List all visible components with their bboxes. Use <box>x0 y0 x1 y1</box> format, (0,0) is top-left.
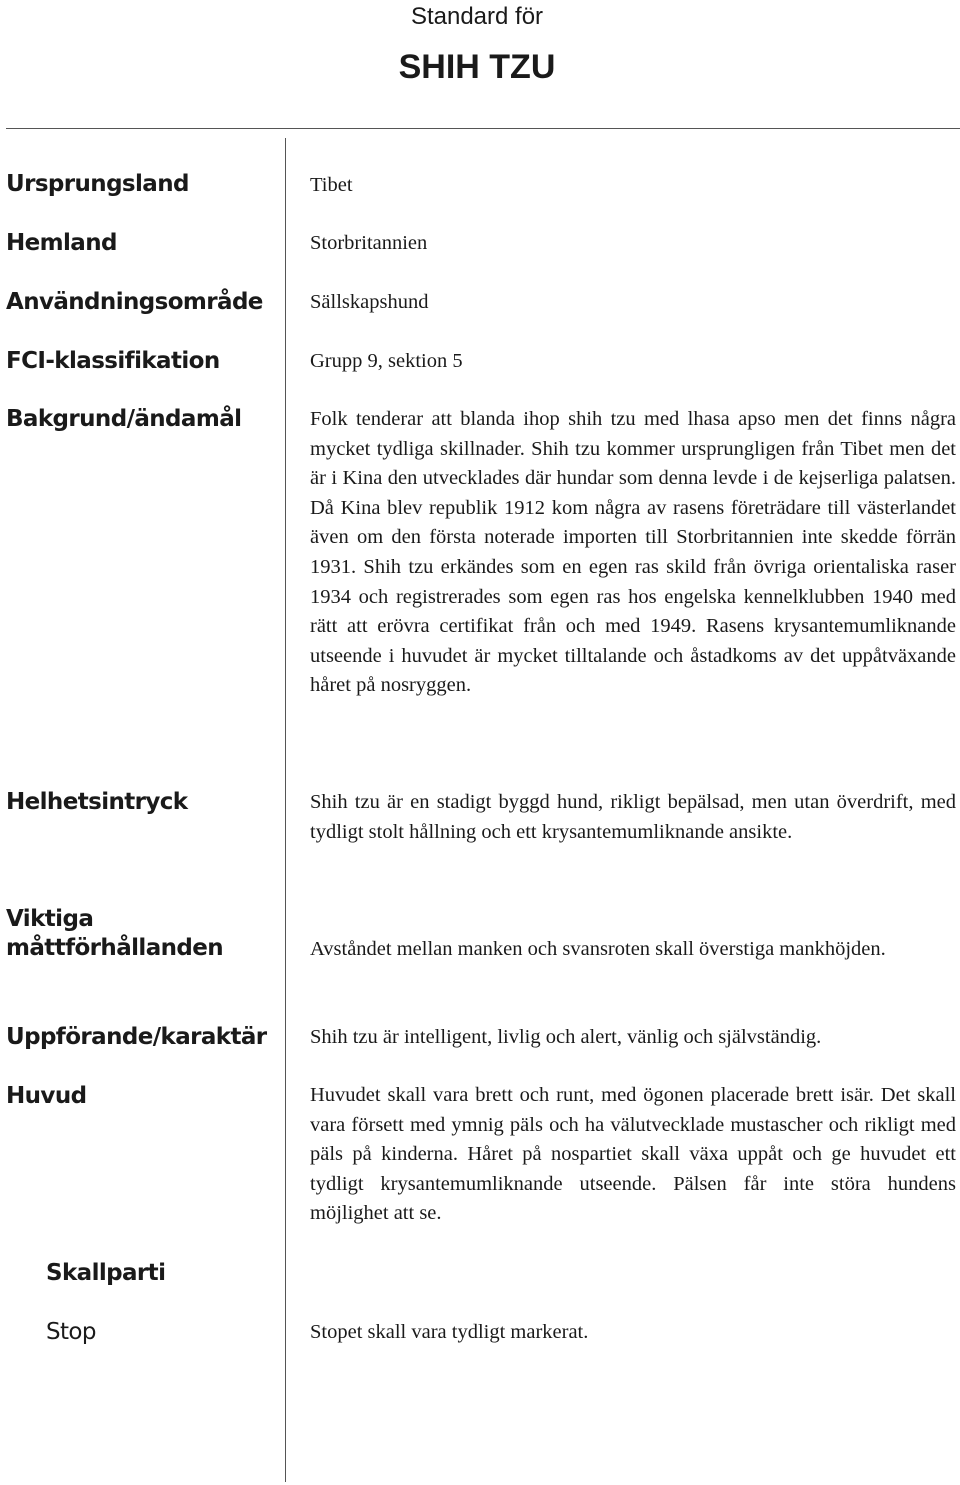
label-uppforande: Uppförande/karaktär <box>6 1024 267 1050</box>
label-bakgrund: Bakgrund/ändamål <box>6 406 242 432</box>
value-uppforande: Shih tzu är intelligent, livlig och alert, vänlig och självständig. <box>310 1026 822 1048</box>
label-stop: Stop <box>46 1319 96 1345</box>
label-helhetsintryck: Helhetsintryck <box>6 789 188 815</box>
value-bakgrund: Folk tenderar att blanda ihop shih tzu med lhasa apso men det finns några mycket tydliga skillnader. Shih tzu kommer ursprungligen från Tibet men det är i Kina den utvecklades där hundar som denna levde i de kejserliga palatsen. Då Kina blev republik 1912 kom några av rasens företrädare till västerlandet även om den första noterade importen till Storbritannien inte skedde förrän 1931. Shih tzu erkändes som en egen ras skild från övriga orientaliska raser 1934 och registrerades som egen ras hos engelska kennelklubben 1940 med rätt att erövra certifikat från och med 1949. Rasens krysantemumliknande utseende i huvudet är mycket tilltalande och åstadkoms av det uppåtväxande håret på nosryggen. <box>310 408 956 697</box>
label-fci-klassifikation: FCI-klassifikation <box>6 348 220 374</box>
value-hemland: Storbritannien <box>310 232 428 254</box>
label-skallparti: Skallparti <box>46 1260 166 1286</box>
label-hemland: Hemland <box>6 230 117 256</box>
label-viktiga-line1: Viktiga <box>6 906 94 932</box>
page-subtitle: Standard för <box>410 3 544 30</box>
value-stop: Stopet skall vara tydligt markerat. <box>310 1321 589 1343</box>
value-ursprungsland: Tibet <box>310 174 353 196</box>
label-anvandningsomrade: Användningsområde <box>6 289 263 315</box>
label-huvud: Huvud <box>6 1083 87 1109</box>
value-anvandningsomrade: Sällskapshund <box>310 291 429 313</box>
label-viktiga-line2: måttförhållanden <box>6 935 224 961</box>
value-huvud: Huvudet skall vara brett och runt, med ögonen placerade brett isär. Det skall vara försett med ymnig päls och ha välutvecklade mustascher och rikligt med päls på kinderna. Håret på nospartiet skall växa uppåt och ge huvudet ett tydligt krysantemumliknande utseende. Pälsen får inte störa hundens möjlighet att se. <box>310 1084 956 1225</box>
value-helhetsintryck: Shih tzu är en stadigt byggd hund, rikligt bepälsad, men utan överdrift, med tydligt stolt hållning och ett krysantemumliknande ansikte. <box>310 791 956 843</box>
value-viktiga-mattforhallanden: Avståndet mellan manken och svansroten skall överstiga mankhöjden. <box>310 938 886 960</box>
label-ursprungsland: Ursprungsland <box>6 171 189 197</box>
header-divider <box>6 128 960 129</box>
page-title: SHIH TZU <box>398 48 556 86</box>
value-fci-klassifikation: Grupp 9, sektion 5 <box>310 350 463 372</box>
